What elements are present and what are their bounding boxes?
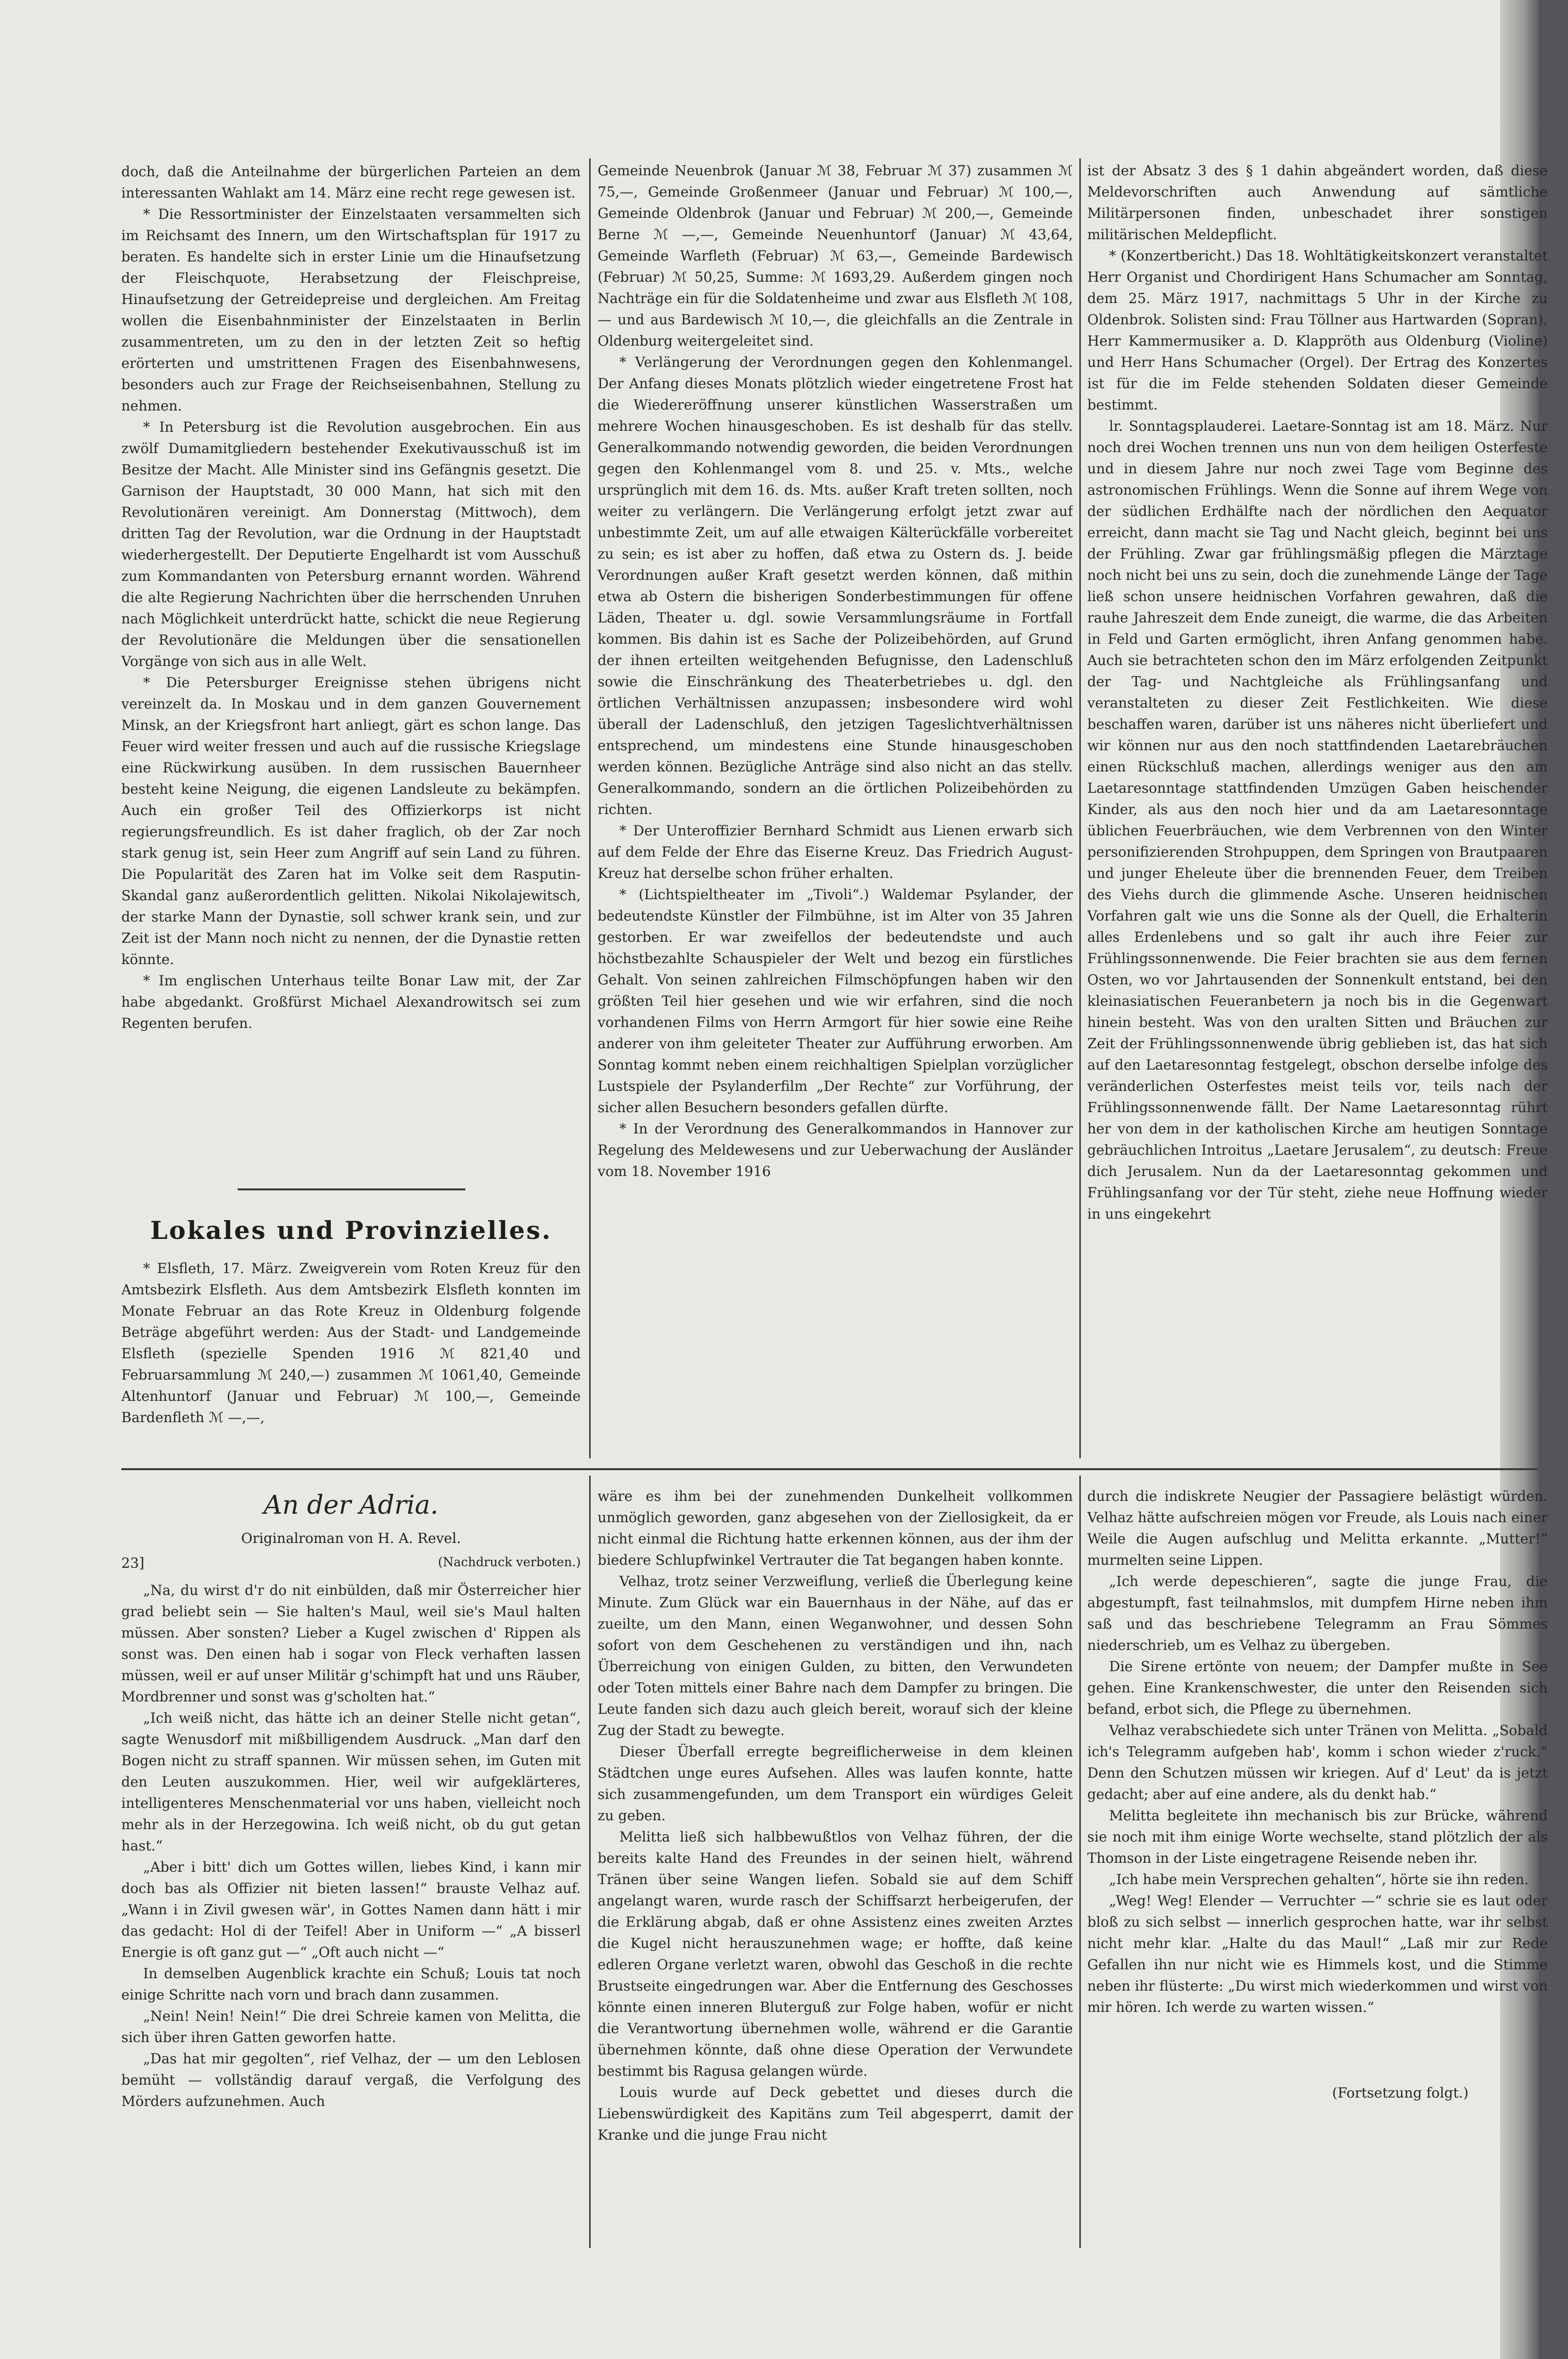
story-paragraph: „Weg! Weg! Elender — Verruchter —“ schrie sie es laut oder bloß zu sich selbst — innerlich gesprochen hatte, war ihr selbst nicht mehr klar. „Halte du das Maul!“ „Laß mir zur Rede Gefallen ihn nur nicht wie es Himmels kost, und die Stimme neben ihr flüsterte: „Du wirst mich wiederkommen und wirst von mir hören. Ich werde zu warten wissen.“ <box>1087 1893 1548 2015</box>
news-paragraph: lr. Sonntagsplauderei. Laetare-Sonntag ist am 18. März. Nur noch drei Wochen trennen uns nun von dem heiligen Osterfeste und in diesem Jahre nur noch zwei Tage vom Beginne des astronomischen Frühlings. Wenn die Sonne auf ihrem Wege von der südlichen Erdhälfte nach der nördlichen den Aequator erreicht, dann macht sie Tag und Nacht gleich, beginnt bei uns der Frühling. Zwar gar frühlingsmäßig pflegen die Märztage noch nicht bei uns zu sein, doch die zunehmende Länge der Tage ließ schon unsere heidnischen Vorfahren gewahren, daß die rauhe Jahreszeit dem Ende zuneigt, die warme, die das Arbeiten in Feld und Garten ermöglicht, ihren Anfang genommen habe. Auch sie betrachteten schon den im März erfolgenden Zeitpunkt der Tag- und Nachtgleiche als Frühlingsanfang und veranstalteten zu dieser Zeit Festlichkeiten. Wie diese beschaffen waren, darüber ist uns näheres nicht überliefert und wir können nur aus den noch stattfindenden Laetarebräuchen einen Rückschluß machen, allerdings weniger aus den am Laetaresonntage stattfindenden Umzügen Gaben heischender Kinder, als aus den noch hier und da am Laetaresonntage üblichen Feuerbräuchen, wie dem Verbrennen von den Winter personifizierenden Strohpuppen, dem Springen von Brautpaaren und junger Eheleute über die brennenden Feuer, dem Treiben des Viehs durch die glimmende Asche. Unseren heidnischen Vorfahren galt wie uns die Sonne als der Quell, die Erhalterin alles Erdenlebens und so galt ihr auch ihre Feier zur Frühlingssonnenwende. Die Feier brachten sie aus dem fernen Osten, wo vor Jahrtausenden der Sonnenkult entstand, bei den kleinasiatischen Feueranbetern ja noch bis in die Gegenwart hinein besteht. Was von den uralten Sitten und Bräuchen zur Zeit der Frühlingssonnenwende übrig geblieben ist, das hat sich auf den Laetaresonntag festgelegt, obschon derselbe infolge des veränderlichen Osterfestes meist teils vor, teils nach der Frühlingssonnenwende fällt. Der Name Laetaresonntag rührt her von dem in der katholischen Kirche am heutigen Sonntage gebräuchlichen Introitus „Laetare Jerusalem“, zu deutsch: Freue dich Jerusalem. Nun da der Laetaresonntag gekommen und Frühlingsanfang vor der Tür steht, ziehe neue Hoffnung wieder in uns eingekehrt <box>1087 418 1548 1222</box>
news-paragraph: * (Konzertbericht.) Das 18. Wohltätigkeitskonzert veranstaltet Herr Organist und Chordirigent Hans Schumacher am Sonntag, dem 25. März 1917, nachmittags 5 Uhr in der Kirche zu Oldenbrok. Solisten sind: Frau Töllner aus Hartwarden (Sopran), Herr Kammermusiker a. D. Klappröth aus Oldenburg (Violine) und Herr Hans Schumacher (Orgel). Der Ertrag des Konzertes ist für die im Felde stehenden Soldaten dieser Gemeinde bestimmt. <box>1087 248 1548 413</box>
news-paragraph: * In Petersburg ist die Revolution ausgebrochen. Ein aus zwölf Dumamitgliedern bestehender Exekutivausschuß ist im Besitze der Macht. Alle Minister sind ins Gefängnis gesetzt. Die Garnison der Hauptstadt, 30 000 Mann, hat sich mit den Revolutionären vereinigt. Am Donnerstag (Mittwoch), dem dritten Tag der Revolution, war die Ordnung in der Hauptstadt wiederhergestellt. Der Deputierte Engelhardt ist vom Ausschuß zum Kommandanten von Petersburg ernannt worden. Während die alte Regierung Nachrichten über die herrschenden Unruhen nach Möglichkeit unterdrückt hatte, schickt die neue Regierung der Revolutionäre die Meldungen über die sensationellen Vorgänge von sich aus in alle Welt. <box>121 419 581 669</box>
story-paragraph: wäre es ihm bei der zunehmenden Dunkelheit vollkommen unmöglich geworden, ganz abgesehen von der Ziellosigkeit, da er nicht einmal die Richtung hatte erkennen können, aus der ihm der biedere Schlupfwinkel Vertrauter die Tat begangen haben konnte. <box>598 1488 1073 1568</box>
reprint-notice: (Nachdruck verboten.) <box>438 1555 581 1569</box>
news-paragraph: * In der Verordnung des Generalkommandos in Hannover zur Regelung des Meldewesens und zur Ueberwachung der Ausländer vom 18. November 1916 <box>598 1121 1073 1180</box>
feuilleton-column-2 <box>598 1486 1073 2243</box>
news-paragraph: * Verlängerung der Verordnungen gegen den Kohlenmangel. Der Anfang dieses Monats plötzlich wieder eingetretene Frost hat die Wiedereröffnung unserer künstlichen Wasserstraßen um mehrere Wochen hinausgeschoben. Es ist deshalb für das stellv. Generalkommando notwendig geworden, die beiden Verordnungen gegen den Kohlenmangel vom 8. und 25. v. Mts., welche ursprünglich mit dem 16. ds. Mts. außer Kraft treten sollten, noch weiter zu verlängern. Die Verlängerung erfolgt jetzt zwar auf unbestimmte Zeit, um auf alle etwaigen Kälterückfälle vorbereitet zu sein; es ist aber zu hoffen, daß etwa zu Ostern ds. J. beide Verordnungen außer Kraft gesetzt werden können, daß mithin etwa ab Ostern die bisherigen Sonderbestimmungen für offene Läden, Theater u. dgl. sowie Versammlungsräume in Fortfall kommen. Bis dahin ist es Sache der Polizeibehörden, auf Grund der ihnen erteilten weitgehenden Befugnisse, den Ladenschluß sowie die Einschränkung des Theaterbetriebes u. dgl. den örtlichen Verhältnissen anzupassen; insbesondere wird wohl überall der Ladenschluß, den jetzigen Tageslichtverhältnissen entsprechend, um mindestens eine Stunde hinausgeschoben werden können. Bezügliche Anträge sind also nicht an das stellv. Generalkommando, sondern an die örtlichen Polizeibehörden zu richten. <box>598 354 1073 818</box>
story-paragraph: durch die indiskrete Neugier der Passagiere belästigt würden. Velhaz hätte aufschreien mögen vor Freude, als Louis nach einer Weile die Augen aufschlug und Melitta erkannte. „Mutter!“ murmelten seine Lippen. <box>1087 1488 1548 1568</box>
to-be-continued: (Fortsetzung folgt.) <box>1332 2085 1468 2101</box>
story-paragraph: Dieser Überfall erregte begreiflicherweise in dem kleinen Städtchen unge eures Aufsehen. Alles was laufen konnte, hatte sich zusammengefunden, um dem Transport ein würdiges Geleit zu geben. <box>598 1744 1073 1824</box>
feuilleton-rule-2 <box>1079 1476 1081 2248</box>
news-paragraph: ist der Absatz 3 des § 1 dahin abgeändert worden, daß diese Meldevorschriften auch Anwendung auf sämtliche Militärpersonen finden, unbeschadet ihrer sonstigen militärischen Meldepflicht. <box>1087 162 1548 243</box>
story-paragraph: Melitta begleitete ihn mechanisch bis zur Brücke, während sie noch mit ihm einige Worte wechselte, stand plötzlich der als Thomson in der Liste eingetragene Reisende neben ihr. <box>1087 1807 1548 1866</box>
column-rule-1 <box>589 158 591 1458</box>
feuilleton-column-3 <box>1087 1486 1548 2243</box>
story-paragraph: Die Sirene ertönte von neuem; der Dampfer mußte in See gehen. Eine Krankenschwester, die unter den Reisenden sich befand, erbot sich, die Pflege zu übernehmen. <box>1087 1658 1548 1717</box>
feuilleton-rule-1 <box>589 1476 591 2248</box>
news-column-2 <box>598 160 1073 1457</box>
story-paragraph: Velhaz verabschiedete sich unter Tränen von Melitta. „Sobald ich's Telegramm aufgeben hab', komm i schon wieder z'ruck.“ Denn den Schutzen müssen wir kriegen. Auf d' Leut' da is jetzt gedacht; aber auf eine andere, als du denkt hab.“ <box>1087 1722 1548 1802</box>
feuilleton-column-1 <box>121 1580 581 2243</box>
local-news-column <box>121 1258 581 1466</box>
story-paragraph: „Das hat mir gegolten“, rief Velhaz, der — um den Leblosen bemüht — vollständig darauf vergaß, die Verfolgung des Mörders aufzunehmen. Auch <box>121 2051 581 2109</box>
story-paragraph: „Na, du wirst d'r do nit einbülden, daß mir Österreicher hier grad beliebt sein — Sie halten's Maul, weil sie's Maul halten müssen. Aber sonsten? Lieber a Kugel zwischen d' Rippen als sonst was. Den einen hab i sogar von Fleck verhaften lassen müssen, weil er auf unser Militär g'schimpft hat und uns Räuber, Mordbrenner und sonst was g'scholten hat.“ <box>121 1582 581 1705</box>
feuilleton-divider <box>121 1468 1537 1470</box>
section-heading: Lokales und Provinzielles. <box>150 1216 552 1245</box>
installment-number: 23] <box>121 1555 145 1571</box>
story-paragraph: In demselben Augenblick krachte ein Schuß; Louis tat noch einige Schritte nach vorn und brach dann zusammen. <box>121 1965 581 2003</box>
news-paragraph: * Der Unteroffizier Bernhard Schmidt aus Lienen erwarb sich auf dem Felde der Ehre das Eiserne Kreuz. Das Friedrich August-Kreuz hat derselbe schon früher erhalten. <box>598 822 1073 881</box>
story-paragraph: Melitta ließ sich halbbewußtlos von Velhaz führen, der die bereits kalte Hand des Freundes in der seinen hielt, während Tränen über seine Wangen liefen. Sobald sie auf dem Schiff angelangt waren, wurde rasch der Schiffsarzt herbeigerufen, der die Erklärung abgab, daß er ohne Assistenz eines zweiten Arztes die Kugel nicht herauszunehmen wage; er hoffte, daß keine edleren Organe verletzt waren, obwohl das Geschoß in die rechte Brustseite eingedrungen war. Aber die Entfernung des Geschosses könnte einen inneren Bluterguß zur Folge haben, wofür er nicht die Verantwortung übernehmen wolle, während er die Garantie übernehmen könnte, daß ohne diese Operation der Verwundete bestimmt bis Ragusa gelangen würde. <box>598 1829 1073 2079</box>
news-paragraph: * Die Ressortminister der Einzelstaaten versammelten sich im Reichsamt des Innern, um den Wirtschaftsplan für 1917 zu beraten. Es handelte sich in erster Linie um die Hinaufsetzung der Fleischquote, Herabsetzung der Fleischpreise, Hinaufsetzung der Getreidepreise und dergleichen. Am Freitag wollen die Eisenbahnminister der Einzelstaaten in Berlin zusammentreten, um zu den in der letzten Zeit so heftig erörterten und umstrittenen Fragen des Eisenbahnwesens, besonders auch zur Frage der Reichseisenbahnen, Stellung zu nehmen. <box>121 206 581 414</box>
section-rule-top <box>238 1188 465 1190</box>
story-paragraph: „Aber i bitt' dich um Gottes willen, liebes Kind, i kann mir doch bas als Offizier nit bieten lassen!“ brauste Velhaz auf. „Wann i in Zivil gwesen wär', in Gottes Namen dann hätt i mir das gedacht: Hol di der Teifel! Aber in Uniform —“ „A bisserl Energie is oft ganz gut —“ „Oft auch nicht —“ <box>121 1859 581 1960</box>
news-column-3 <box>1087 160 1548 1457</box>
news-paragraph: Gemeinde Neuenbrok (Januar ℳ 38, Februar ℳ 37) zusammen ℳ 75,—, Gemeinde Großenmeer (Januar und Februar) ℳ 100,—, Gemeinde Oldenbrok (Januar und Februar) ℳ 200,—, Gemeinde Berne ℳ —,—, Gemeinde Neuenhuntorf (Januar) ℳ 43,64, Gemeinde Warfleth (Februar) ℳ 63,—, Gemeinde Bardewisch (Februar) ℳ 50,25, Summe: ℳ 1693,29. Außerdem gingen noch Nachträge ein für die Soldatenheime und zwar aus Elsfleth ℳ 108,— und aus Bardewisch ℳ 10,—, die gleichfalls an die Zentrale in Oldenburg weitergeleitet sind. <box>598 162 1073 349</box>
feuilleton-author: Originalroman von H. A. Revel. <box>241 1530 461 1546</box>
news-paragraph: * Die Petersburger Ereignisse stehen übrigens nicht vereinzelt da. In Moskau und in dem ganzen Gouvernement Minsk, an der Kriegsfront hart anliegt, gärt es schon lange. Das Feuer wird weiter fressen und auch auf die russische Kriegslage eine Rückwirkung ausüben. In dem russischen Bauernheer besteht keine Neigung, die eigenen Landsleute zu bekämpfen. Auch ein großer Teil des Offizierkorps ist nicht regierungsfreundlich. Es ist daher fraglich, ob der Zar noch stark genug ist, sein Heer zum Angriff auf sein Land zu führen. Die Popularität des Zaren hat im Volke seit dem Rasputin-Skandal ganz außerordentlich gelitten. Nikolai Nikolajewitsch, der starke Mann der Dynastie, soll schwer krank sein, und zur Zeit ist der Mann noch nicht zu nennen, der die Dynastie retten könnte. <box>121 674 581 968</box>
news-paragraph: * Im englischen Unterhaus teilte Bonar Law mit, der Zar habe abgedankt. Großfürst Michael Alexandrowitsch sei zum Regenten berufen. <box>121 973 581 1031</box>
news-paragraph: * Elsfleth, 17. März. Zweigverein vom Roten Kreuz für den Amtsbezirk Elsfleth. Aus dem Amtsbezirk Elsfleth konnten im Monate Februar an das Rote Kreuz in Oldenburg folgende Beträge abgeführt werden: Aus der Stadt- und Landgemeinde Elsfleth (spezielle Spenden 1916 ℳ 821,40 und Februarsammlung ℳ 240,—) zusammen ℳ 1061,40, Gemeinde Altenhuntorf (Januar und Februar) ℳ 100,—, Gemeinde Bardenfleth ℳ —,—, <box>121 1260 581 1426</box>
story-paragraph: „Nein! Nein! Nein!“ Die drei Schreie kamen von Melitta, die sich über ihren Gatten geworfen hatte. <box>121 2008 581 2046</box>
news-paragraph: doch, daß die Anteilnahme der bürgerlichen Parteien an dem interessanten Wahlakt am 14. März eine recht rege gewesen ist. <box>121 163 581 201</box>
story-paragraph: „Ich werde depeschieren“, sagte die junge Frau, die abgestumpft, fast teilnahmslos, mit dumpfem Hirne neben ihm saß und das beschriebene Telegramm an Frau Sömmes niederschrieb, um es Velhaz zu übergeben. <box>1087 1573 1548 1653</box>
news-paragraph: * (Lichtspieltheater im „Tivoli“.) Waldemar Psylander, der bedeutendste Künstler der Filmbühne, ist im Alter von 35 Jahren gestorben. Er war zweifellos der bedeutendste und auch höchstbezahlte Schauspieler der Welt und bezog ein fürstliches Gehalt. Von seinen zahlreichen Filmschöpfungen haben wir den größten Teil hier gesehen und wie wir erfahren, sind die noch vorhandenen Films von Herrn Armgort für hier sowie eine Reihe anderer von ihm geleiteter Theater zur Aufführung erworben. Am Sonntag kommt neben einem reichhaltigen Spielplan vorzüglicher Lustspiele der Psylanderfilm „Der Rechte“ zur Vorführung, der sicher allen Besuchern besonders gefallen dürfte. <box>598 886 1073 1116</box>
feuilleton-installment <box>121 1555 581 1571</box>
news-column-1 <box>121 161 581 1176</box>
story-paragraph: Velhaz, trotz seiner Verzweiflung, verließ die Überlegung keine Minute. Zum Glück war ein Bauernhaus in der Nähe, auf das er zueilte, um den Mann, einen Weganwohner, und dessen Sohn sofort von dem Geschehenen zu verständigen und ihn, nach Überreichung von einigen Gulden, zu bitten, den Verwundeten oder Toten mittels einer Bahre nach dem Dampfer zu bringen. Die Leute fanden sich dazu auch gleich bereit, worauf sich der kleine Zug der Stadt zu bewegte. <box>598 1573 1073 1739</box>
feuilleton-title: An der Adria. <box>263 1490 439 1520</box>
story-paragraph: Louis wurde auf Deck gebettet und dieses durch die Liebenswürdigkeit des Kapitäns zum Teil abgesperrt, damit der Kranke und die junge Frau nicht <box>598 2084 1073 2143</box>
column-rule-2 <box>1079 158 1081 1458</box>
story-paragraph: „Ich habe mein Versprechen gehalten“, hörte sie ihn reden. <box>1109 1871 1529 1888</box>
story-paragraph: „Ich weiß nicht, das hätte ich an deiner Stelle nicht getan“, sagte Wenusdorf mit mißbilligendem Ausdruck. „Man darf den Bogen nicht zu straff spannen. Wir müssen sehen, im Guten mit den Leuten auszukommen. Hier, weil wir aufgeklärteres, intelligenteres Menschenmaterial vor uns haben, vielleicht noch mehr als in der Herzegowina. Ich weiß nicht, ob du gut getan hast.“ <box>121 1710 581 1854</box>
